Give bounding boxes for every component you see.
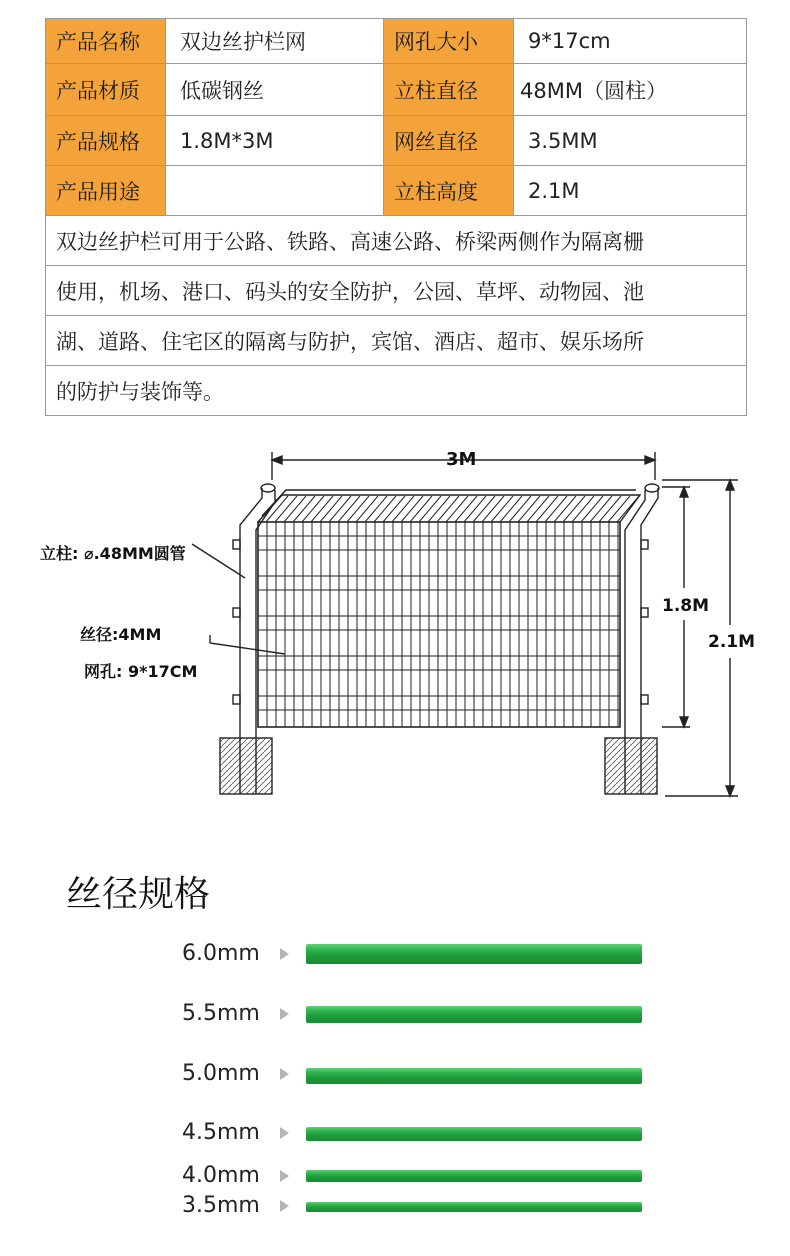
mesh-top-wire	[491, 496, 513, 522]
spec-value: 3.5MM	[514, 116, 746, 165]
spec-label: 立柱高度	[384, 166, 514, 215]
mesh-top-wire	[302, 496, 324, 522]
spec-row	[46, 64, 746, 116]
spec-row	[46, 116, 746, 166]
spec-label: 网丝直径	[384, 116, 514, 165]
mesh-top-wire	[347, 496, 369, 522]
description-line: 的防护与装饰等。	[56, 379, 224, 404]
triangle-right-icon	[280, 1200, 289, 1212]
mesh-top-wire	[437, 496, 459, 522]
mesh-top-wire	[293, 496, 315, 522]
mesh-top-wire	[563, 496, 585, 522]
mesh-top-wire	[428, 496, 450, 522]
mesh-top-wire	[509, 496, 531, 522]
mesh-top-wire	[320, 496, 342, 522]
mesh-top-wire	[464, 496, 486, 522]
wire-size-label: 6.0mm	[182, 941, 260, 966]
wire-diameter-label: 丝径:4MM	[80, 625, 162, 644]
spec-label: 产品规格	[46, 116, 166, 165]
mesh-top-wire	[410, 496, 432, 522]
wire-size-label: 4.0mm	[182, 1163, 260, 1188]
mesh-top-wire	[365, 496, 387, 522]
mesh-top-wire	[608, 496, 630, 522]
triangle-right-icon	[280, 1127, 289, 1139]
spec-value: 48MM（圆柱）	[514, 64, 746, 115]
mesh-size-label: 网孔: 9*17CM	[84, 662, 198, 681]
wire-spec-title: 丝径规格	[66, 874, 211, 915]
spec-row	[46, 19, 746, 64]
wire-spec-row	[0, 1113, 790, 1153]
mesh-top-wire	[311, 496, 333, 522]
wire-sample	[306, 1068, 642, 1084]
total-height-label: 2.1M	[708, 632, 756, 652]
spec-value	[166, 166, 384, 215]
wire-sample	[306, 1202, 642, 1212]
wire-spec-row	[0, 1054, 790, 1094]
triangle-right-icon	[280, 1008, 289, 1020]
mesh-top-wire	[401, 496, 423, 522]
spec-table	[45, 18, 747, 416]
mesh-top-wire	[446, 496, 468, 522]
spec-label: 产品用途	[46, 166, 166, 215]
spec-label: 立柱直径	[384, 64, 514, 115]
wire-size-label: 5.0mm	[182, 1061, 260, 1086]
mesh-top-wire	[419, 496, 441, 522]
wire-size-label: 5.5mm	[182, 1001, 260, 1026]
mesh-height-label: 1.8M	[662, 596, 710, 616]
wire-sample	[306, 1127, 642, 1141]
spec-label: 网孔大小	[384, 19, 514, 63]
mesh-top-wire	[599, 496, 621, 522]
wire-size-label: 3.5mm	[182, 1193, 260, 1218]
mesh-top-wire	[590, 496, 612, 522]
mesh-top-wire	[338, 496, 360, 522]
mesh-top-wire	[527, 496, 549, 522]
mesh-top-wire	[572, 496, 594, 522]
mesh-top-wire	[554, 496, 576, 522]
mesh-top-wire	[374, 496, 396, 522]
post-label: 立柱: ⌀.48MM圆管	[40, 544, 186, 563]
description-line: 使用，机场、港口、码头的安全防护，公园、草坪、动物园、池	[46, 266, 746, 316]
width-dimension-label: 3M	[446, 449, 477, 470]
mesh-top-wire	[455, 496, 477, 522]
wire-size-label: 4.5mm	[182, 1120, 260, 1145]
wire-spec-row	[0, 994, 790, 1034]
wire-sample	[306, 1006, 642, 1023]
description-line: 双边丝护栏可用于公路、铁路、高速公路、桥梁两侧作为隔离栅	[46, 216, 746, 266]
mesh-top-wire	[617, 496, 639, 522]
wire-spec-row	[0, 934, 790, 974]
mesh-top-wire	[356, 496, 378, 522]
mesh-top-wire	[581, 496, 603, 522]
triangle-right-icon	[280, 1068, 289, 1080]
wire-spec-row	[0, 1186, 790, 1226]
mesh-top-wire	[482, 496, 504, 522]
triangle-right-icon	[280, 1170, 289, 1182]
spec-value: 双边丝护栏网	[166, 19, 384, 63]
triangle-right-icon	[280, 948, 289, 960]
spec-row	[46, 166, 746, 216]
spec-value: 9*17cm	[514, 19, 746, 63]
spec-value: 1.8M*3M	[166, 116, 384, 165]
mesh-top-wire	[392, 496, 414, 522]
spec-label: 产品材质	[46, 64, 166, 115]
mesh-top-wire	[545, 496, 567, 522]
mesh-top-wire	[284, 496, 306, 522]
mesh-top-wire	[518, 496, 540, 522]
mesh-top-wire	[536, 496, 558, 522]
mesh-top-wire	[383, 496, 405, 522]
mesh-top-wire	[329, 496, 351, 522]
mesh-grid	[258, 496, 639, 727]
wire-sample	[306, 1170, 642, 1182]
spec-value: 2.1M	[514, 166, 746, 215]
description-line: 湖、道路、住宅区的隔离与防护，宾馆、酒店、超市、娱乐场所	[46, 316, 746, 366]
wire-sample	[306, 944, 642, 964]
mesh-top-wire	[473, 496, 495, 522]
mesh-top-wire	[500, 496, 522, 522]
spec-value: 低碳钢丝	[166, 64, 384, 115]
spec-label: 产品名称	[46, 19, 166, 63]
fence-diagram	[0, 440, 790, 820]
